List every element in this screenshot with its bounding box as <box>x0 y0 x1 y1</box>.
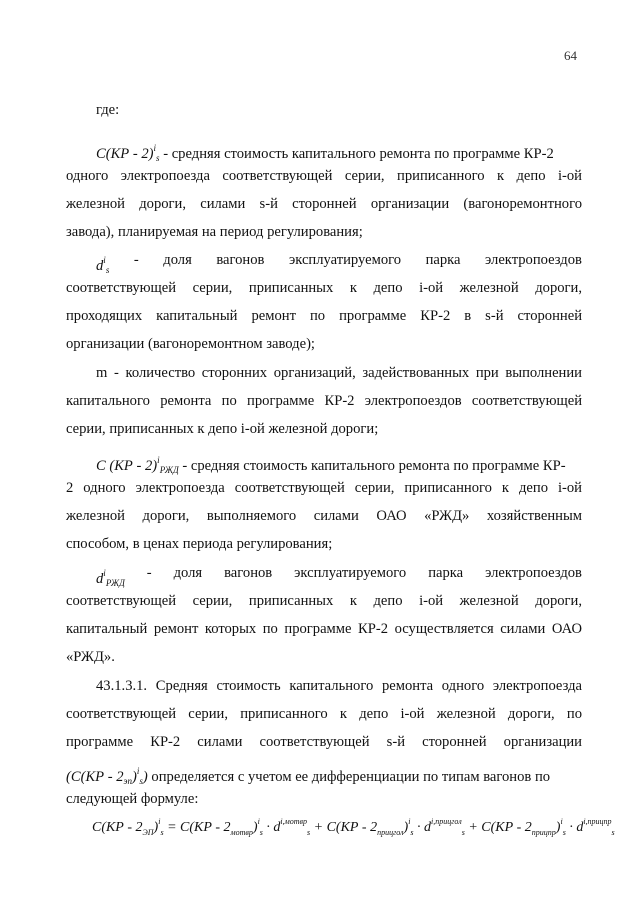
p3-line2: капитального ремонта по программе КР-2 электропоездов соответствующей <box>66 393 582 409</box>
p5-line3: капитальный ремонт которых по программе КР-2 осуществляется силами ОАО <box>66 621 582 637</box>
p4-line1: C (КР - 2)$^i_{РЖД}$ - средняя стоимость капитального ремонта по программе КР- <box>96 455 566 475</box>
cost-ep-symbol: $(C(КР - 2_{эп})^i_s)$ <box>66 766 148 786</box>
p5-line1: $d^i_{РЖД}$ - доля вагонов эксплуатируемого парка электропоездов <box>96 563 582 593</box>
p1-line4: завода), планируемая на период регулирования; <box>66 224 363 240</box>
p3-line3: серии, приписанных к депо i-ой железной дороги; <box>66 421 379 437</box>
p2-line4: организации (вагоноремонтном заводе); <box>66 336 315 352</box>
cost-formula: $C(КР - 2_{ЭП})^i_s = C(КР - 2_{мотвр})^i_s \cdot d^{i,мотвр}_s + C(КР - 2_{прицгол})^i_s \cdot d^{i,прицгол}_s + C(КР - 2_{прицпр})^i_s \cdot d^{i,прицпр}_s$ <box>92 817 615 837</box>
p1-line2: одного электропоезда соответствующей серии, приписанного к депо i-ой <box>66 168 582 184</box>
p3-line1: m - количество сторонних организаций, задействованных при выполнении <box>96 365 582 381</box>
p2-line1: $d^i_s$ - доля вагонов эксплуатируемого парка электропоездов <box>96 250 582 280</box>
p4-line4: способом, в ценах периода регулирования; <box>66 536 333 552</box>
p6-line5: следующей формуле: <box>66 791 199 807</box>
p6-line3: программе КР-2 силами соответствующей s-й сторонней организации <box>66 734 582 750</box>
p4-line2: 2 одного электропоезда соответствующей серии, приписанного к депо i-ой <box>66 480 582 496</box>
page-number: 64 <box>564 48 577 63</box>
p5-line4: «РЖД». <box>66 649 115 665</box>
p5-line2: соответствующей серии, приписанных к депо i-ой железной дороги, <box>66 593 582 609</box>
p6-line2: соответствующей серии, приписанного к депо i-ой железной дороги, по <box>66 706 582 722</box>
p4-line3: железной дороги, выполняемого силами ОАО «РЖД» хозяйственным <box>66 508 582 524</box>
cost-rzd-symbol: C (КР - 2)$^i_{РЖД}$ <box>96 455 179 475</box>
share-rzd-symbol: $d^i_{РЖД}$ <box>96 568 125 588</box>
where-label: где: <box>96 102 120 118</box>
p2-line3: проходящих капитальный ремонт по программе КР-2 в s-й сторонней <box>66 308 582 324</box>
p1-line3: железной дороги, силами s-й сторонней организации (вагоноремонтного <box>66 196 582 212</box>
p2-line2: соответствующей серии, приписанных к депо i-ой железной дороги, <box>66 280 582 296</box>
p1-line1: C(КР - 2)$^i_s$ - средняя стоимость капитального ремонта по программе КР-2 <box>96 143 554 163</box>
cost-symbol: C(КР - 2)$^i_s$ <box>96 143 160 163</box>
p6-line4: $(C(КР - 2_{эп})^i_s)$ определяется с учетом ее дифференциации по типам вагонов по <box>66 766 551 786</box>
p6-line1: 43.1.3.1. Средняя стоимость капитального ремонта одного электропоезда <box>96 678 582 694</box>
share-symbol: $d^i_s$ <box>96 255 110 275</box>
